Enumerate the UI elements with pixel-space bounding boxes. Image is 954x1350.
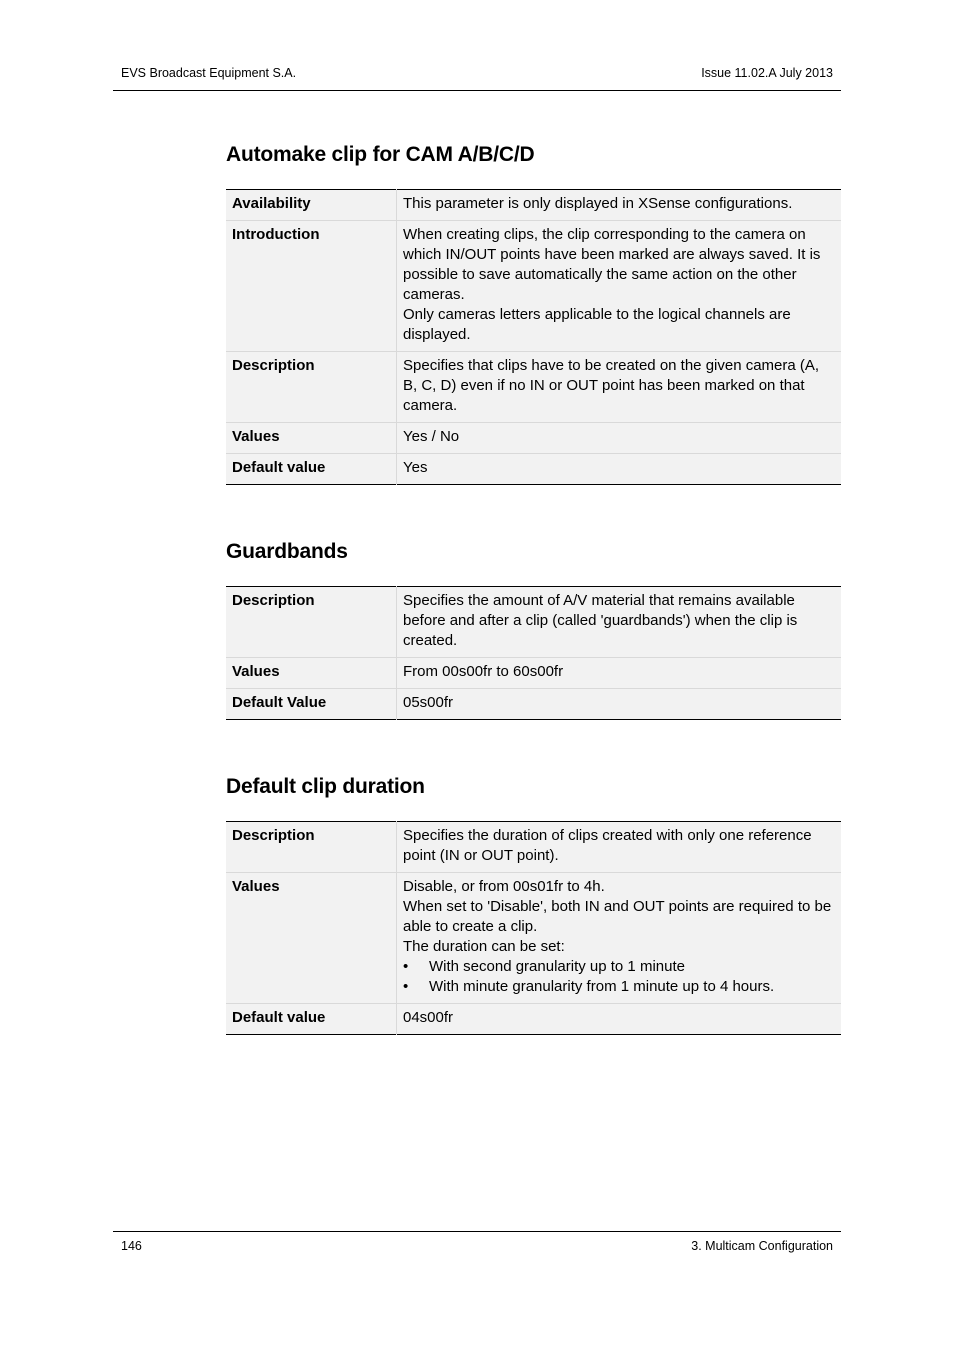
automake-clip-table <box>226 189 841 485</box>
row-label: Description <box>226 822 397 873</box>
table-row <box>226 587 841 658</box>
value-line: From 00s00fr to 60s00fr <box>403 663 564 680</box>
guardbands-table <box>226 586 841 720</box>
row-label: Default value <box>226 454 397 485</box>
row-value <box>397 1004 842 1035</box>
table-row <box>226 190 841 221</box>
default-clip-duration-table <box>226 821 841 1035</box>
page-content <box>226 140 841 1035</box>
page-header <box>113 60 841 91</box>
table-row <box>226 822 841 873</box>
bullet-text: With minute granularity from 1 minute up to 4 hours. <box>429 978 775 995</box>
row-label: Values <box>226 658 397 689</box>
footer-page-number: 146 <box>121 1239 142 1253</box>
row-label: Availability <box>226 190 397 221</box>
row-value <box>397 658 842 689</box>
table-row <box>226 1004 841 1035</box>
section-title-automake-clip: Automake clip for CAM A/B/C/D <box>226 143 535 166</box>
value-line: This parameter is only displayed in XSense configurations. <box>403 195 793 212</box>
row-label: Default Value <box>226 689 397 720</box>
row-label: Default value <box>226 1004 397 1035</box>
table-row <box>226 423 841 454</box>
section-title-default-clip-duration: Default clip duration <box>226 775 425 798</box>
value-line: Specifies the duration of clips created with only one reference point (IN or OUT point). <box>403 827 812 864</box>
row-value <box>397 689 842 720</box>
row-label: Introduction <box>226 221 397 352</box>
row-value <box>397 873 842 1004</box>
bullet-text: With second granularity up to 1 minute <box>429 958 685 975</box>
bullet-item <box>403 977 835 997</box>
row-value <box>397 190 842 221</box>
table-row <box>226 658 841 689</box>
table-row <box>226 352 841 423</box>
bullet-item <box>403 957 835 977</box>
row-value <box>397 454 842 485</box>
section-title-guardbands: Guardbands <box>226 540 348 563</box>
value-line: Only cameras letters applicable to the logical channels are displayed. <box>403 306 791 343</box>
value-line: When creating clips, the clip corresponding to the camera on which IN/OUT points have been marked are always saved. It is possible to save automatically the same action on the other cameras. <box>403 226 821 303</box>
value-line: Yes / No <box>403 428 460 445</box>
row-value <box>397 352 842 423</box>
row-value <box>397 587 842 658</box>
value-line: When set to 'Disable', both IN and OUT points are required to be able to create a clip. <box>403 898 832 935</box>
value-line: Disable, or from 00s01fr to 4h. <box>403 878 605 895</box>
row-value <box>397 423 842 454</box>
table-row <box>226 454 841 485</box>
footer-chapter: 3. Multicam Configuration <box>691 1239 833 1253</box>
value-line: 04s00fr <box>403 1009 454 1026</box>
row-value <box>397 221 842 352</box>
value-line: Yes <box>403 459 428 476</box>
row-label: Values <box>226 873 397 1004</box>
header-issue: Issue 11.02.A July 2013 <box>701 66 833 80</box>
row-value <box>397 822 842 873</box>
table-row <box>226 689 841 720</box>
header-company: EVS Broadcast Equipment S.A. <box>121 66 297 80</box>
bullet-marker: • <box>403 958 409 975</box>
page-footer <box>113 1231 841 1253</box>
bullet-marker: • <box>403 978 409 995</box>
value-line: 05s00fr <box>403 694 454 711</box>
value-line: Specifies that clips have to be created on the given camera (A, B, C, D) even if no IN or OUT point has been marked on that camera. <box>403 357 820 414</box>
row-label: Description <box>226 352 397 423</box>
value-line: Specifies the amount of A/V material that remains available before and after a clip (called 'guardbands') when the clip is created. <box>403 592 798 649</box>
row-label: Description <box>226 587 397 658</box>
table-row <box>226 221 841 352</box>
value-line: The duration can be set: <box>403 938 565 955</box>
table-row <box>226 873 841 1004</box>
row-label: Values <box>226 423 397 454</box>
